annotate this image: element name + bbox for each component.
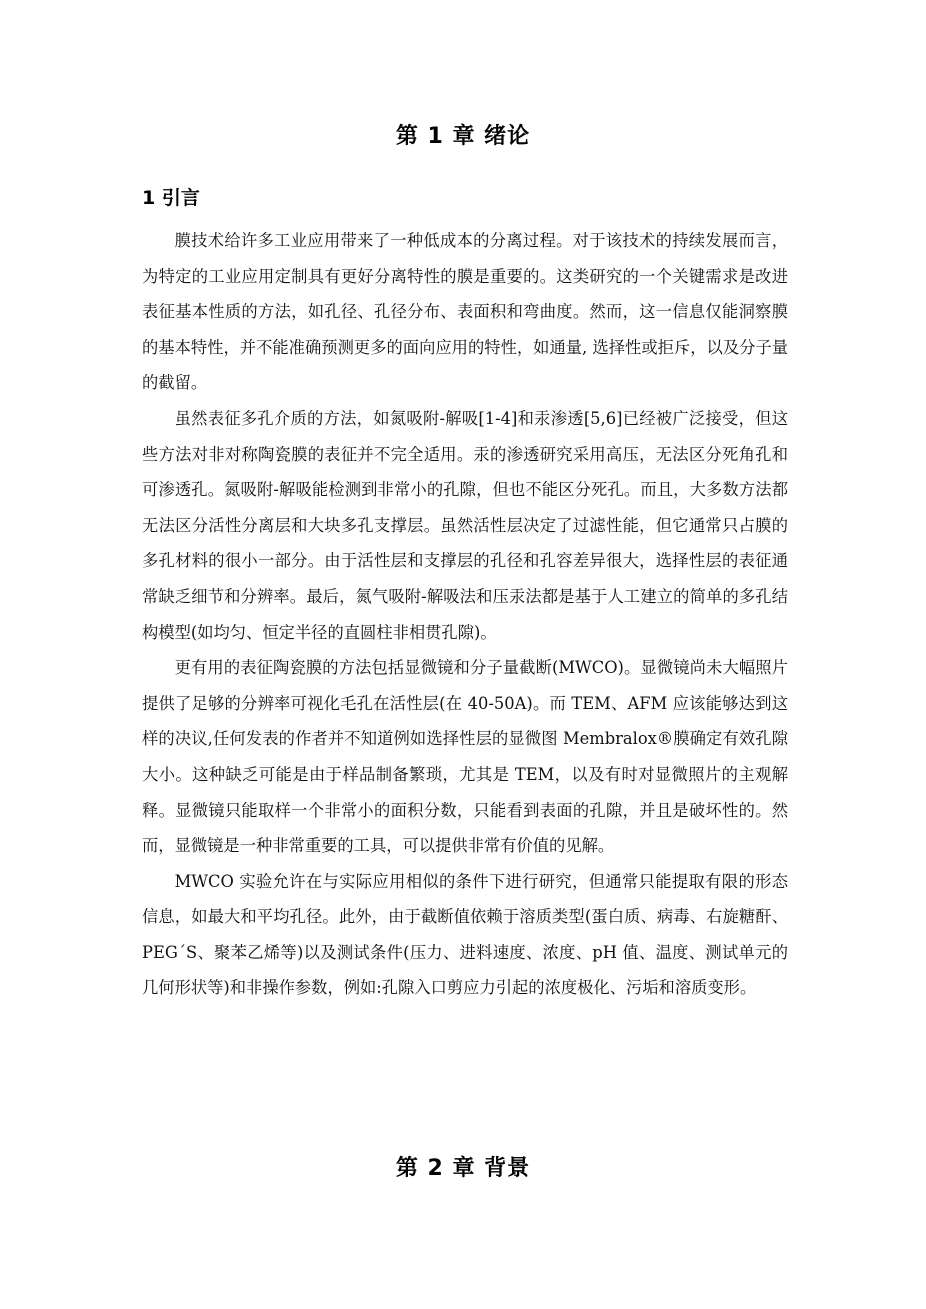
chapter-2-title: 第 2 章 背景 [395, 1156, 531, 1181]
section-title: 1 引言 [142, 187, 200, 209]
paragraph-2: 虽然表征多孔介质的方法，如氮吸附-解吸[1-4]和汞渗透[5,6]已经被广泛接受，但这些方法对非对称陶瓷膜的表征并不完全适用。汞的渗透研究采用高压，无法区分死角孔和可渗透孔。氮吸附-解吸能检测到非常小的孔隙，但也不能区分死孔。而且，大多数方法都无法区分活性分离层和大块多孔支撑层。虽然活性层决定了过滤性能，但它通常只占膜的多孔材料的很小一部分。由于活性层和支撑层的孔径和孔容差异很大，选择性层的表征通常缺乏细节和分辨率。最后，氮气吸附-解吸法和压汞法都是基于人工建立的简单的多孔结构模型(如均匀、恒定半径的直圆柱非相贯孔隙)。 [142, 408, 788, 642]
body-text [142, 223, 788, 1006]
paragraph-1: 膜技术给许多工业应用带来了一种低成本的分离过程。对于该技术的持续发展而言，为特定的工业应用定制具有更好分离特性的膜是重要的。这类研究的一个关键需求是改进表征基本性质的方法，如孔径、孔径分布、表面积和弯曲度。然而，这一信息仅能洞察膜的基本特性，并不能准确预测更多的面向应用的特性，如通量, 选择性或拒斥，以及分子量的截留。 [142, 231, 788, 393]
paragraph-3: 更有用的表征陶瓷膜的方法包括显微镜和分子量截断(MWCO)。显微镜尚未大幅照片提供了足够的分辨率可视化毛孔在活性层(在 40-50A)。而 TEM、AFM 应该能够达到这样的决议,任何发表的作者并不知道例如选择性层的显微图 Membralox®膜确定有效孔隙大小。这种缺乏可能是由于样品制备繁琐，尤其是 TEM，以及有时对显微照片的主观解释。显微镜只能取样一个非常小的面积分数，只能看到表面的孔隙，并且是破坏性的。然而，显微镜是一种非常重要的工具，可以提供非常有价值的见解。 [142, 658, 788, 856]
paragraph-4: MWCO 实验允许在与实际应用相似的条件下进行研究，但通常只能提取有限的形态信息，如最大和平均孔径。此外，由于截断值依赖于溶质类型(蛋白质、病毒、右旋糖酐、PEG´S、聚苯乙烯等)以及测试条件(压力、进料速度、浓度、pH 值、温度、测试单元的几何形状等)和非操作参数，例如:孔隙入口剪应力引起的浓度极化、污垢和溶质变形。 [142, 871, 788, 998]
chapter-1-title: 第 1 章 绪论 [395, 124, 531, 149]
